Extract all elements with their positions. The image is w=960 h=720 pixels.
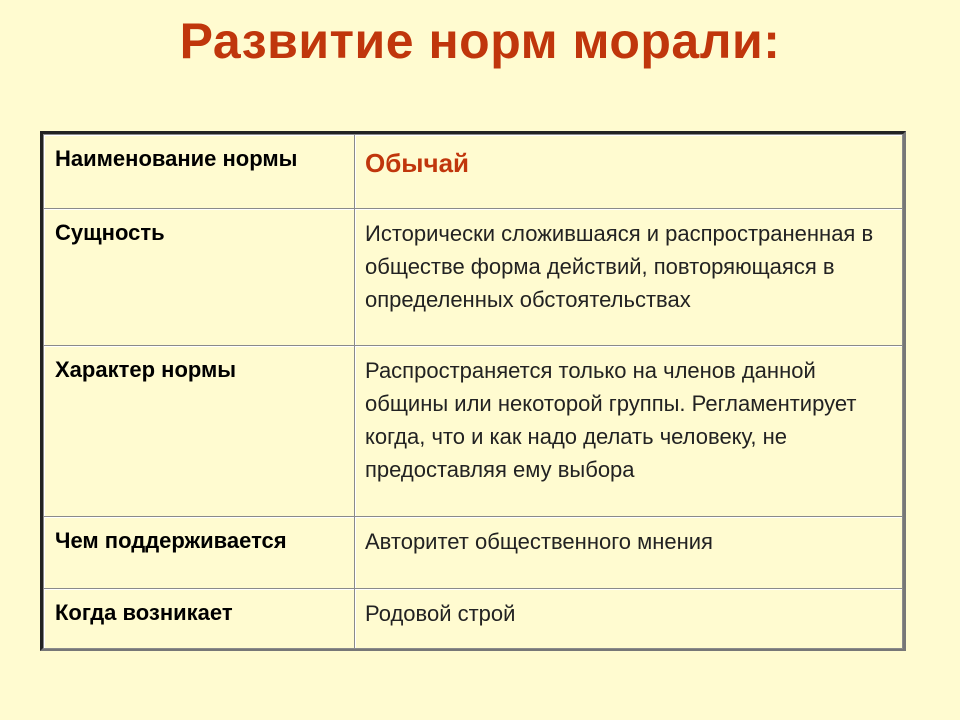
- row-label: Характер нормы: [55, 357, 237, 382]
- row-label-cell: [44, 209, 355, 346]
- row-label: Чем поддерживается: [55, 528, 287, 553]
- row-label-cell: [44, 346, 355, 517]
- row-value: Авторитет общественного мнения: [365, 529, 713, 554]
- row-label-cell: [44, 589, 355, 649]
- table-row: [44, 589, 903, 649]
- table-row: [44, 517, 903, 589]
- table-row: [44, 135, 903, 209]
- row-value: Распространяется только на членов данной общины или некоторой группы. Регламентирует когда, что и как надо делать человеку, не предоставляя ему выбора: [365, 358, 857, 482]
- row-label-cell: [44, 517, 355, 589]
- row-value: Родовой строй: [365, 601, 516, 626]
- row-label-cell: [44, 135, 355, 209]
- row-value: Исторически сложившаяся и распространенная в обществе форма действий, повторяющаяся в определенных обстоятельствах: [365, 221, 874, 312]
- norm-name-value: Обычай: [365, 148, 470, 178]
- row-value-cell: [355, 517, 903, 589]
- table-row: [44, 346, 903, 517]
- row-label: Наименование нормы: [55, 146, 298, 171]
- row-value-cell: [355, 135, 903, 209]
- norms-table: [40, 131, 906, 651]
- row-value-cell: [355, 346, 903, 517]
- row-label: Сущность: [55, 220, 165, 245]
- row-value-cell: [355, 589, 903, 649]
- row-value-cell: [355, 209, 903, 346]
- slide-title: Развитие норм морали:: [179, 13, 781, 69]
- row-label: Когда возникает: [55, 600, 233, 625]
- table-row: [44, 209, 903, 346]
